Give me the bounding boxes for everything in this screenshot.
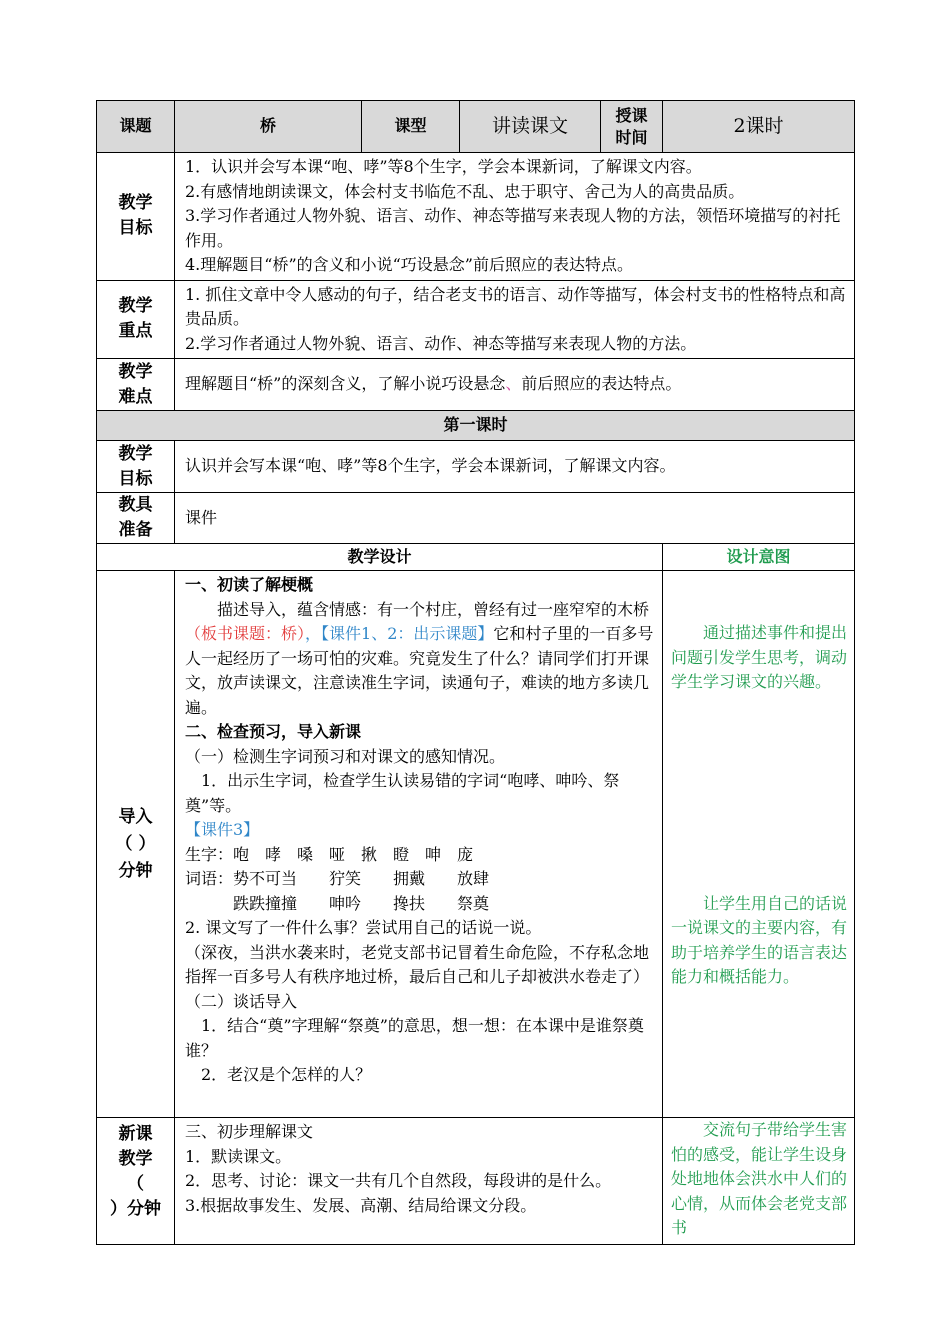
keypoints-content	[175, 280, 855, 359]
difficulties-row	[97, 359, 855, 411]
sub-heading: （一）检测生字词预习和对课文的感知情况。	[185, 746, 506, 766]
lesson1-prep-label-line1: 教具	[118, 495, 153, 515]
lesson1-prep-label-line2: 准备	[118, 520, 153, 540]
keypoint-item: 1. 抓住文章中令人感动的句子，结合老支书的语言、动作等描写，体会村支书的性格特点和高贵品质。	[185, 284, 846, 328]
board-note: （板书课题：桥）	[185, 624, 306, 643]
keypoints-row	[97, 280, 855, 359]
step-item: 1．结合“奠”字理解“祭奠”的意思，想一想：在本课中是谁祭奠谁？	[185, 1016, 644, 1060]
keypoints-label	[97, 280, 175, 359]
lesson1-goal-text: 认识并会写本课“咆、哮”等8个生字，学会本课新词，了解课文内容。	[175, 441, 855, 493]
goal-item: 4.理解题目“桥”的含义和小说“巧设悬念”前后照应的表达特点。	[185, 255, 633, 274]
intro-paragraph	[185, 598, 662, 721]
sub-heading: （二）谈话导入	[185, 991, 298, 1011]
intro-paragraph-text: 描述导入，蕴含情感：有一个村庄，曾经有过一座窄窄的木桥	[217, 599, 650, 619]
lesson1-title: 第一课时	[97, 411, 855, 441]
newlesson-design	[175, 1118, 663, 1245]
courseware-note: 【课件3】	[185, 820, 260, 839]
intro-row	[97, 571, 855, 1118]
words-line: 跌跌撞撞 呻吟 搀扶 祭奠	[233, 893, 490, 913]
newlesson-label-line4: ）分钟	[110, 1199, 161, 1219]
lesson1-prep-row	[97, 493, 855, 544]
intent-note: 交流句子带给学生害怕的感受，能让学生设身处地地体会洪水中人们的心情，从而体会老党支部书	[671, 1120, 848, 1237]
difficulties-text-end: 前后照应的表达特点。	[521, 374, 682, 394]
type-value: 讲读课文	[460, 101, 601, 153]
difficulties-label-line1: 教学	[118, 361, 153, 382]
time-value: 2课时	[663, 101, 855, 153]
lesson1-prep-label	[97, 493, 175, 544]
keypoints-label-line2: 重点	[118, 321, 153, 342]
lesson1-goal-label-line1: 教学	[118, 443, 153, 464]
time-label-line2: 时间	[615, 127, 648, 147]
goal-item: 3.学习作者通过人物外貌、语言、动作、神态等描写来表现人物的方法，领悟环境描写的衬托作用。	[185, 206, 841, 250]
keypoints-label-line1: 教学	[118, 296, 153, 317]
difficulties-label-line2: 难点	[118, 386, 153, 407]
lesson1-goal-row	[97, 441, 855, 493]
intro-label-line2: （ ）	[115, 833, 156, 854]
goals-label-line1: 教学	[118, 193, 153, 214]
step-item: 1．默读课文。	[185, 1146, 292, 1166]
step-item: 2. 课文写了一件什么事？尝试用自己的话说一说。	[185, 918, 542, 937]
intro-paragraph-text: 它和村子里的一百多号人一起经历了一场可怕的灾难。究竟发生了什么？请同学们打开课文，放声读课文，注意读准生字词，读通句子，难读的地方多读几遍。	[185, 624, 654, 717]
answer-text: （深夜，当洪水袭来时，老党支部书记冒着生命危险，不存私念地指挥一百多号人有秩序地过桥，最后自己和儿子却被洪水卷走了）	[185, 942, 650, 986]
intent-note: 通过描述事件和提出问题引发学生思考，调动学生学习课文的兴趣。	[671, 623, 848, 691]
lesson-plan-table	[96, 100, 855, 1245]
intro-label-line3: 分钟	[118, 860, 153, 881]
time-label-line1: 授课	[615, 105, 648, 125]
difficulties-text: 理解题目“桥”的深刻含义，了解小说巧设悬念	[185, 374, 506, 394]
goals-content	[175, 153, 855, 281]
header-row	[97, 101, 855, 153]
difficulties-mark: 、	[505, 374, 522, 394]
type-label: 课型	[362, 101, 460, 153]
design-header-left: 教学设计	[97, 544, 663, 571]
step-item: 2．思考、讨论：课文一共有几个自然段，每段讲的是什么。	[185, 1171, 612, 1190]
intent-note: 让学生用自己的话说一说课文的主要内容，有助于培养学生的语言表达能力和概括能力。	[671, 893, 848, 986]
intro-intent	[663, 571, 855, 1118]
lesson1-goal-label-line2: 目标	[118, 468, 153, 489]
topic-value: 桥	[175, 101, 362, 153]
difficulties-content	[175, 359, 855, 411]
section-heading: 一、初读了解梗概	[185, 575, 314, 594]
keypoint-item: 2.学习作者通过人物外貌、语言、动作、神态等描写来表现人物的方法。	[185, 333, 697, 353]
newlesson-label-line3: （	[127, 1174, 144, 1194]
design-header-right: 设计意图	[663, 544, 855, 571]
lesson1-title-row	[97, 411, 855, 441]
newlesson-label-line2: 教学	[118, 1149, 153, 1169]
section-heading: 三、初步理解课文	[185, 1122, 314, 1141]
intro-label-line1: 导入	[118, 806, 153, 827]
newlesson-intent	[663, 1118, 855, 1245]
step-item: 1．出示生字词，检查学生认读易错的字词“咆哮、呻吟、祭奠”等。	[185, 771, 620, 815]
section-heading: 二、检查预习，导入新课	[185, 722, 362, 741]
intro-design	[175, 571, 663, 1118]
goal-item: 1．认识并会写本课“咆、哮”等8个生字，学会本课新词，了解课文内容。	[185, 157, 702, 176]
words-line: 词语：势不可当 狞笑 拥戴 放肆	[185, 869, 490, 888]
goal-item: 2.有感情地朗读课文，体会村支书临危不乱、忠于职守、舍己为人的高贵品质。	[185, 181, 745, 201]
lesson1-goal-label	[97, 441, 175, 493]
topic-label: 课题	[97, 101, 175, 153]
chars-line: 生字：咆 哮 嗓 哑 揪 瞪 呻 庞	[185, 844, 474, 864]
step-item: 3.根据故事发生、发展、高潮、结局给课文分段。	[185, 1195, 537, 1215]
newlesson-row	[97, 1118, 855, 1245]
newlesson-label	[97, 1118, 175, 1245]
lesson1-prep-text: 课件	[175, 493, 855, 544]
goals-row	[97, 153, 855, 281]
courseware-note: ，【课件1、2：出示课题】	[305, 624, 494, 643]
design-header-row	[97, 544, 855, 571]
step-item: 2．老汉是个怎样的人？	[201, 1065, 372, 1084]
difficulties-label	[97, 359, 175, 411]
intro-label	[97, 571, 175, 1118]
goals-label	[97, 153, 175, 281]
goals-label-line2: 目标	[118, 218, 153, 239]
newlesson-label-line1: 新课	[118, 1124, 153, 1144]
time-label	[601, 101, 663, 153]
